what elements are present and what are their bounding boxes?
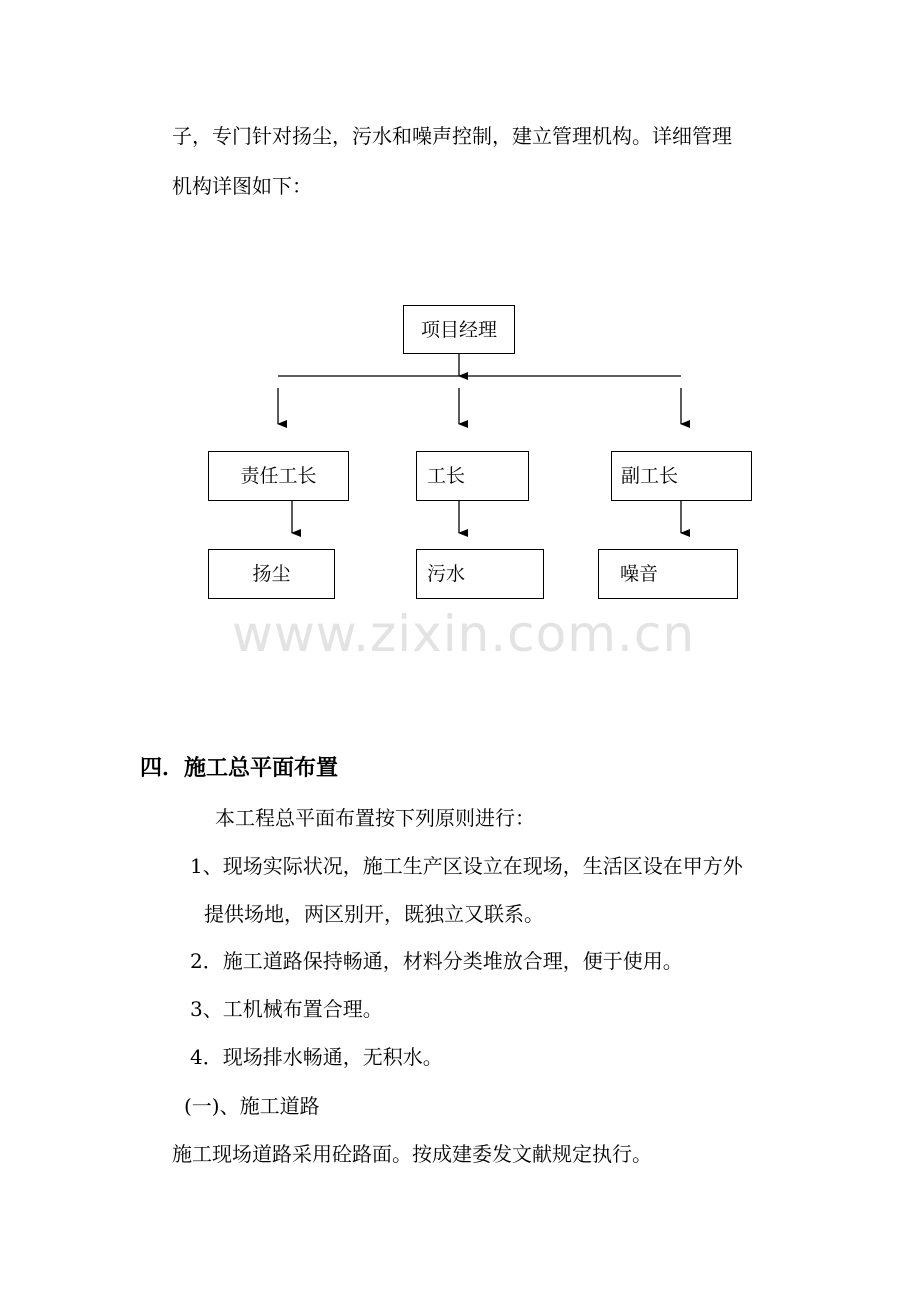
org-box-label: 责任工长 — [240, 465, 317, 487]
org-box-foreman — [416, 451, 529, 501]
watermark-text: www.zixin.com.cn — [232, 605, 696, 663]
org-box-responsible-foreman — [208, 451, 349, 501]
org-box-label: 污水 — [427, 563, 466, 585]
list-item-2: 2．施工道路保持畅通，材料分类堆放合理，便于使用。 — [190, 949, 683, 973]
org-box-label: 工长 — [427, 465, 466, 487]
org-box-label: 项目经理 — [420, 318, 497, 341]
org-box-sewage — [416, 549, 544, 599]
list-item-3: 3、工机械布置合理。 — [190, 997, 383, 1021]
list-item-1-line-1: 1、现场实际状况，施工生产区设立在现场，生活区设在甲方外 — [190, 854, 743, 878]
org-box-dust — [208, 549, 335, 599]
org-box-label: 扬尘 — [252, 563, 291, 585]
org-box-label: 噪音 — [620, 563, 659, 585]
subsection-body: 施工现场道路采用砼路面。按成建委发文献规定执行。 — [172, 1142, 652, 1166]
subsection-title: (一)、施工道路 — [184, 1094, 320, 1118]
org-box-label: 副工长 — [621, 465, 679, 487]
intro-line-2: 机构详图如下： — [172, 174, 312, 198]
section-heading: 四．施工总平面布置 — [140, 756, 339, 781]
list-item-4: 4．现场排水畅通，无积水。 — [190, 1045, 443, 1069]
intro-line-1: 子，专门针对扬尘，污水和噪声控制，建立管理机构。详细管理 — [172, 124, 732, 148]
org-box-deputy-foreman — [611, 451, 752, 501]
org-box-project-manager — [403, 305, 515, 354]
section-lead: 本工程总平面布置按下列原则进行： — [215, 806, 535, 830]
org-box-noise — [598, 549, 738, 599]
list-item-1-line-2: 提供场地，两区别开，既独立又联系。 — [204, 902, 544, 926]
